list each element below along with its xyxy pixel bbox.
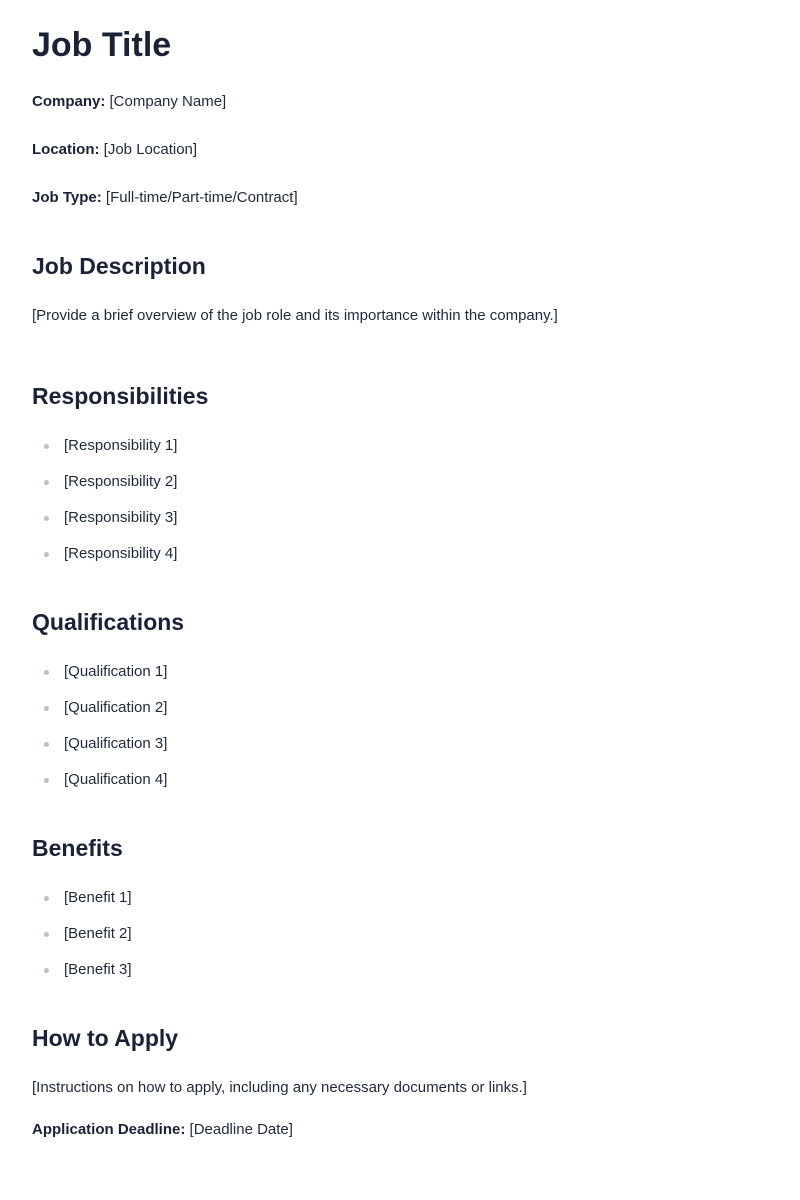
company-field (32, 92, 768, 140)
list-item: [Benefit 3] (32, 960, 768, 996)
job-type-label: Job Type: (32, 189, 102, 206)
job-type-field (32, 188, 768, 236)
page-title: Job Title (32, 26, 172, 64)
list-item: [Benefit 1] (32, 888, 768, 924)
deadline-label: Application Deadline: (32, 1121, 186, 1138)
list-item: [Responsibility 2] (32, 472, 768, 508)
list-item: [Qualification 2] (32, 698, 768, 734)
location-value: [Job Location] (103, 141, 198, 158)
list-item: [Benefit 2] (32, 924, 768, 960)
list-item: [Responsibility 1] (32, 436, 768, 472)
responsibilities-list (32, 436, 768, 580)
location-field (32, 140, 768, 188)
location-label: Location: (32, 141, 100, 158)
list-item: [Qualification 1] (32, 662, 768, 698)
description-text: [Provide a brief overview of the job role and its importance within the company.] (32, 307, 558, 324)
description-heading: Job Description (32, 253, 206, 279)
qualifications-heading: Qualifications (32, 609, 185, 635)
apply-instructions: [Instructions on how to apply, including any necessary documents or links.] (32, 1079, 527, 1096)
list-item: [Responsibility 3] (32, 508, 768, 544)
responsibilities-heading: Responsibilities (32, 383, 209, 409)
how-to-apply-heading: How to Apply (32, 1025, 179, 1051)
deadline-field (32, 1120, 768, 1168)
benefits-heading: Benefits (32, 835, 123, 861)
list-item: [Responsibility 4] (32, 544, 768, 580)
company-value: [Company Name] (109, 93, 227, 110)
job-type-value: [Full-time/Part-time/Contract] (105, 189, 298, 206)
company-label: Company: (32, 93, 106, 110)
list-item: [Qualification 3] (32, 734, 768, 770)
qualifications-list (32, 662, 768, 806)
list-item: [Qualification 4] (32, 770, 768, 806)
benefits-list (32, 888, 768, 996)
deadline-value: [Deadline Date] (189, 1121, 293, 1138)
